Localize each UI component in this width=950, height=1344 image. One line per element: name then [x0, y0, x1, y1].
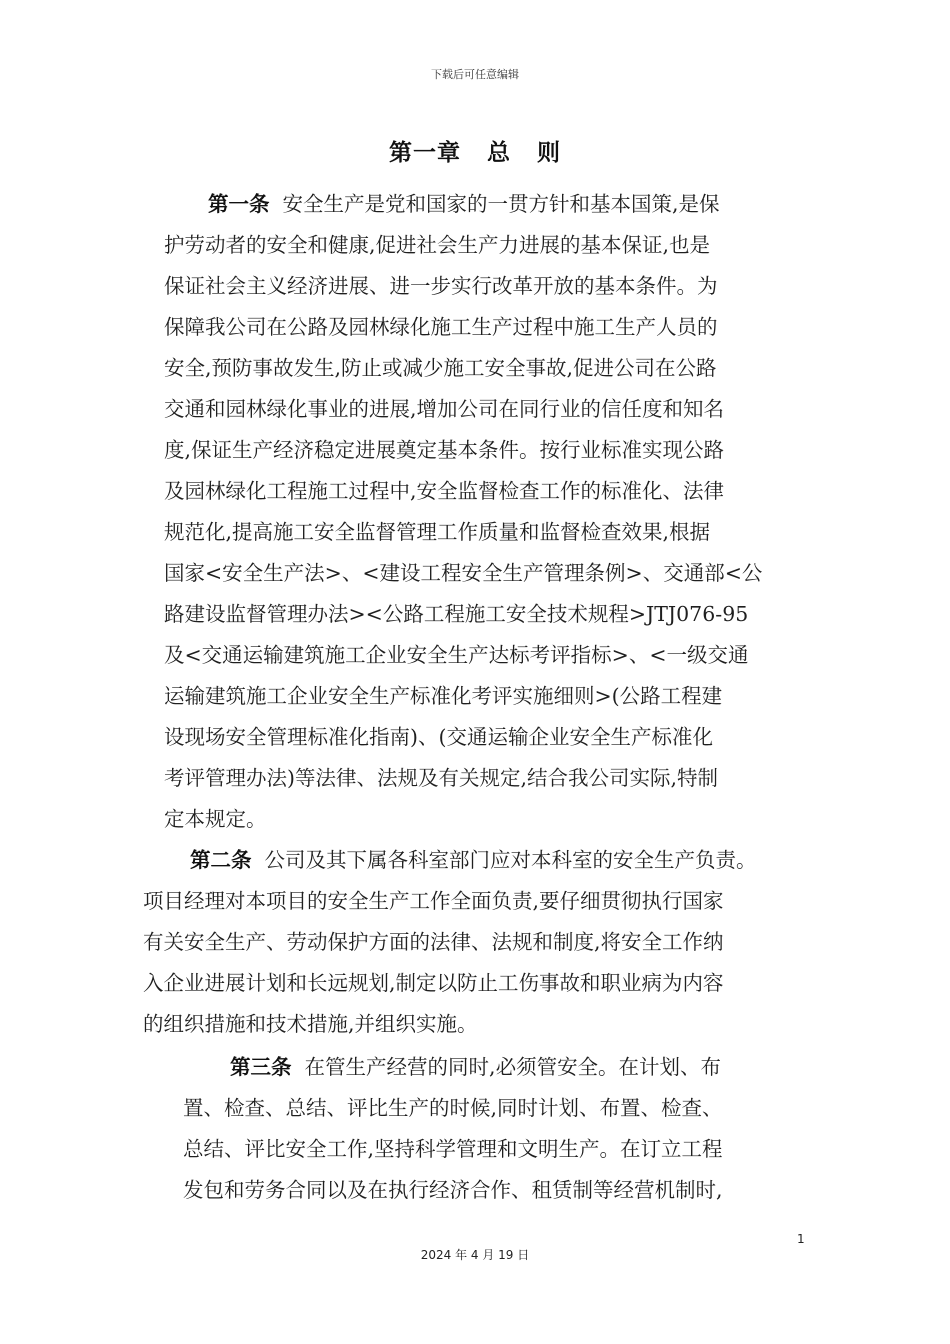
article-line: 护劳动者的安全和健康,促进社会生产力进展的基本保证,也是	[164, 233, 711, 257]
article-line: 设现场安全管理标准化指南)、(交通运输企业安全生产标准化	[164, 725, 713, 749]
article-line: 交通和园林绿化事业的进展,增加公司在同行业的信任度和知名	[164, 397, 725, 421]
chapter-title	[0, 134, 950, 167]
article-1	[164, 184, 804, 840]
article-line: 置、检查、总结、评比生产的时候,同时计划、布置、检查、	[183, 1096, 723, 1120]
article-line: 运输建筑施工企业安全生产标准化考评实施细则>(公路工程建	[164, 684, 723, 708]
article-line: 有关安全生产、劳动保护方面的法律、法规和制度,将安全工作纳	[143, 930, 724, 954]
article-line: 及园林绿化工程施工过程中,安全监督检查工作的标准化、法律	[164, 479, 725, 503]
article-lead: 第一条	[208, 192, 270, 216]
article-line: 入企业进展计划和长远规划,制定以防止工伤事故和职业病为内容	[143, 971, 724, 995]
article-line: 及<交通运输建筑施工企业安全生产达标考评指标>、<一级交通	[164, 643, 749, 667]
article-lead: 第二条	[190, 848, 252, 872]
article-line: 保证社会主义经济进展、进一步实行改革开放的基本条件。为	[164, 274, 718, 298]
article-line: 的组织措施和技术措施,并组织实施。	[143, 1012, 478, 1036]
article-line: 路建设监督管理办法><公路工程施工安全技术规程>JTJ076-95	[164, 602, 749, 626]
article-3	[183, 1047, 803, 1211]
article-line: 第二条 公司及其下属各科室部门应对本科室的安全生产负责。	[190, 848, 757, 872]
chapter-number: 第一章	[389, 139, 461, 166]
article-line: 总结、评比安全工作,坚持科学管理和文明生产。在订立工程	[183, 1137, 723, 1161]
article-line: 安全,预防事故发生,防止或减少施工安全事故,促进公司在公路	[164, 356, 717, 380]
article-2	[143, 840, 823, 1045]
chapter-word-2: 则	[537, 139, 561, 166]
article-line: 保障我公司在公路及园林绿化施工生产过程中施工生产人员的	[164, 315, 718, 339]
article-line: 发包和劳务合同以及在执行经济合作、租赁制等经营机制时,	[183, 1178, 723, 1202]
article-line: 规范化,提高施工安全监督管理工作质量和监督检查效果,根据	[164, 520, 711, 544]
article-lead: 第三条	[230, 1055, 292, 1079]
chapter-word-1: 总	[487, 139, 511, 166]
article-line: 考评管理办法)等法律、法规及有关规定,结合我公司实际,特制	[164, 766, 719, 790]
footer-date: 2024 年 4 月 19 日	[420, 1248, 530, 1262]
page-number: 1	[797, 1232, 805, 1246]
article-line: 第三条 在管生产经营的同时,必须管安全。在计划、布	[230, 1055, 722, 1079]
article-line: 国家<安全生产法>、<建设工程安全生产管理条例>、交通部<公	[164, 561, 763, 585]
article-line: 项目经理对本项目的安全生产工作全面负责,要仔细贯彻执行国家	[143, 889, 724, 913]
page-header: 下载后可任意编辑	[431, 68, 519, 81]
article-line: 定本规定。	[164, 807, 267, 831]
article-line: 度,保证生产经济稳定进展奠定基本条件。按行业标准实现公路	[164, 438, 725, 462]
article-line: 第一条 安全生产是党和国家的一贯方针和基本国策,是保	[208, 192, 720, 216]
